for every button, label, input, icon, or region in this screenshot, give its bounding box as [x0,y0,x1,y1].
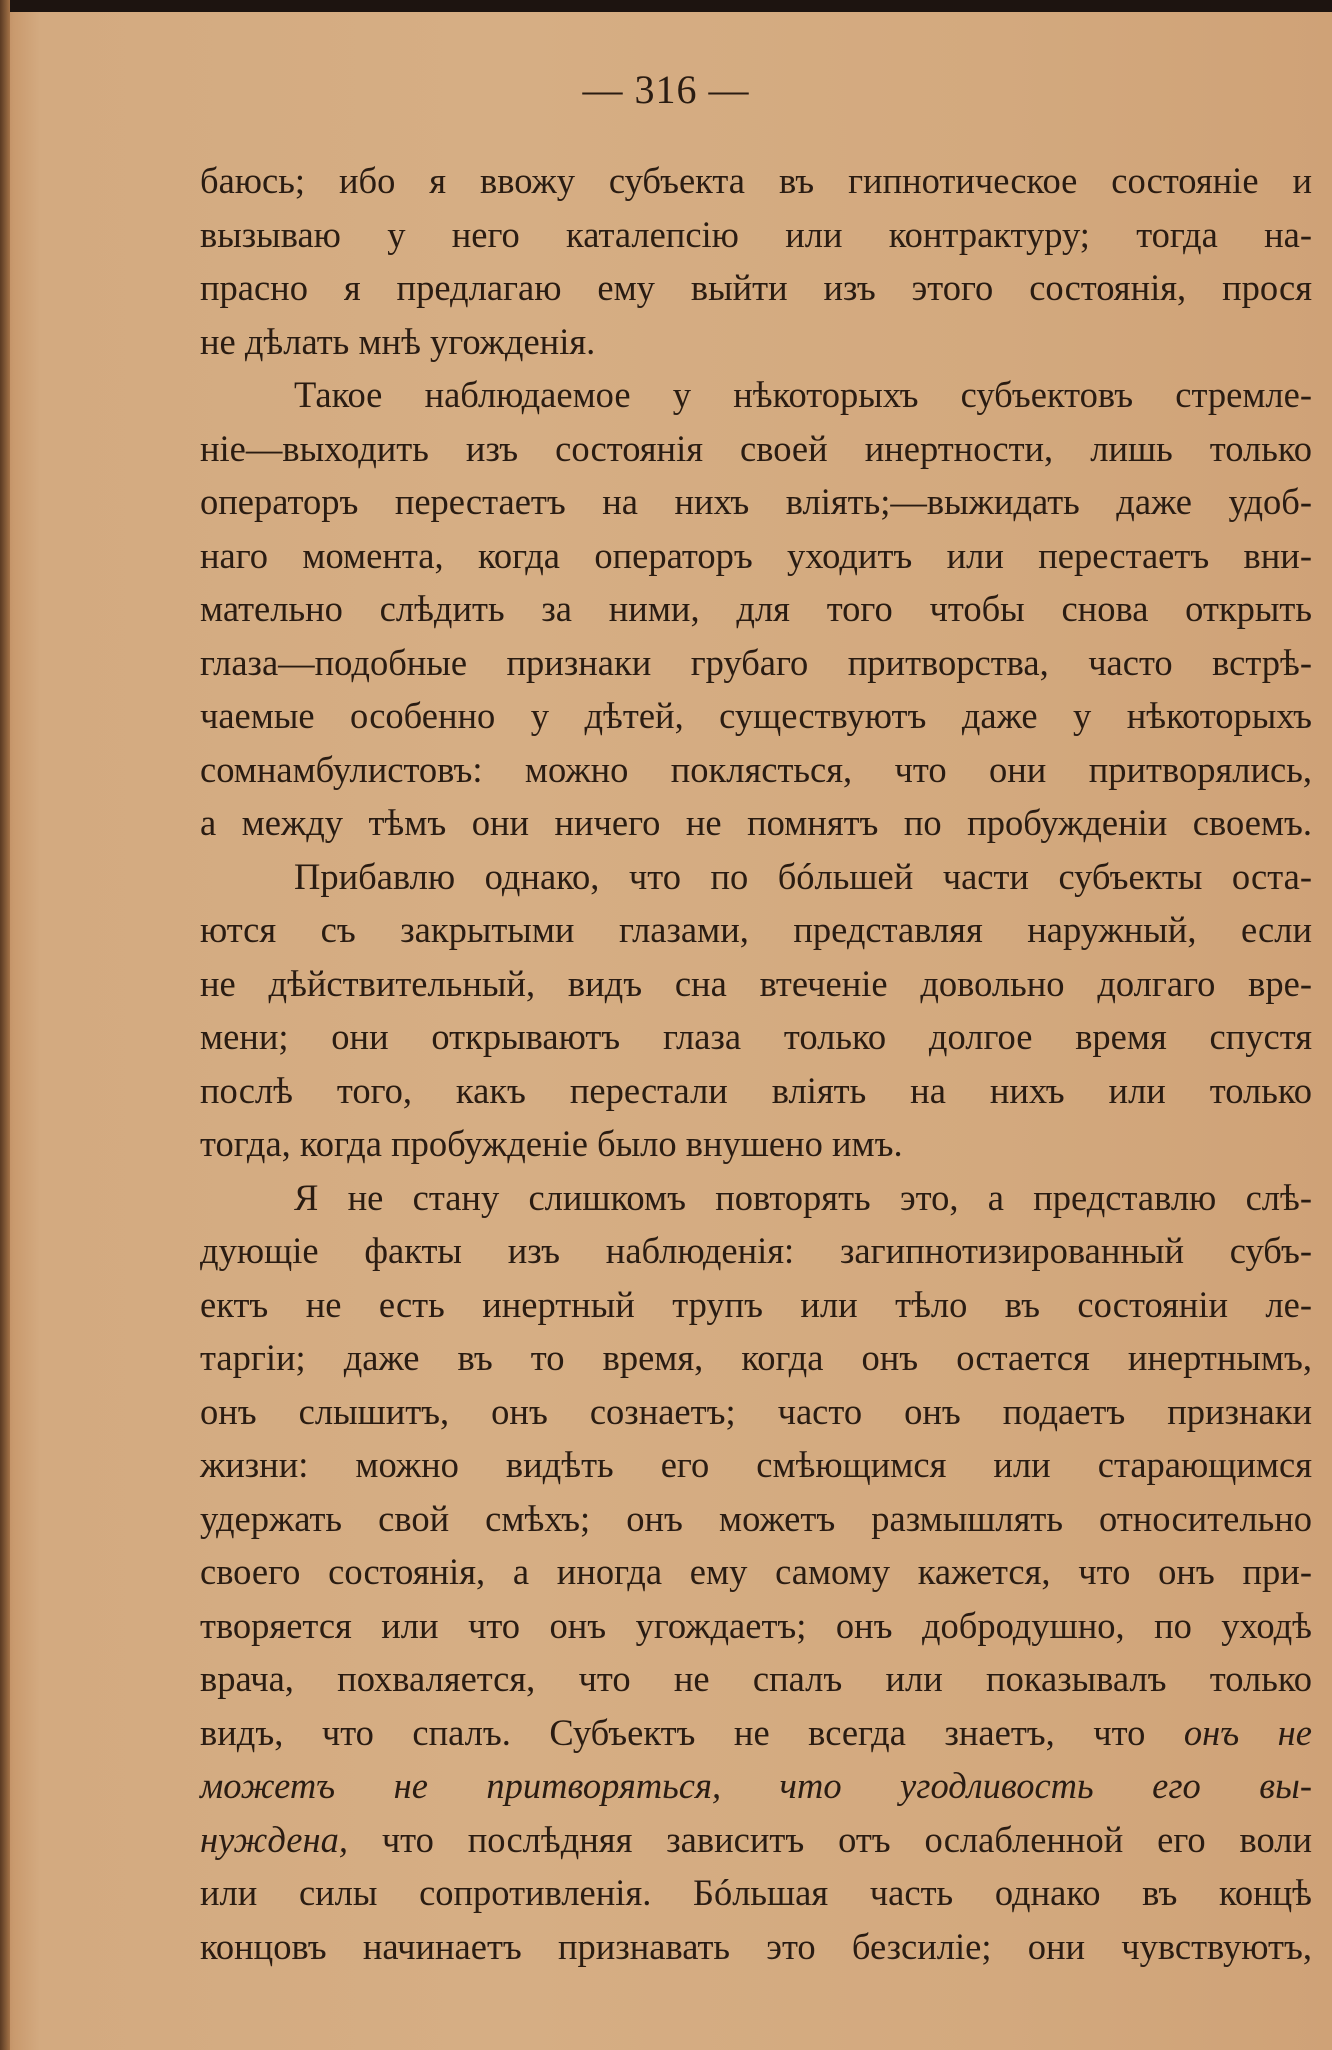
text-line: или силы сопротивленія. Бóльшая часть однако въ концѣ [200,1872,1312,1913]
italic-segment: нуждена, [200,1818,348,1860]
body-text [200,154,1312,1973]
text-line: послѣ того, какъ перестали влiять на нихъ или только [200,1069,1312,1111]
text-line: тогда, когда пробужденіе было внушено имъ. [200,1123,903,1164]
text-line: а между тѣмъ они ничего не помнятъ по пробужденіи своемъ. [200,802,1312,843]
text-segment: что послѣдняя зависитъ отъ ослабленной его воли [381,1818,1312,1860]
text-line: онъ слышитъ, онъ сознаетъ; часто онъ подаетъ признаки [200,1390,1312,1432]
text-line: прасно я предлагаю ему выйти изъ этого состоянія, прося [200,267,1312,308]
scan-top-edge [0,0,1332,12]
text-line: глаза—подобные признаки грубаго притворства, часто встрѣ- [200,641,1312,683]
text-line: наго момента, когда операторъ уходитъ или перестаетъ вни- [200,534,1312,576]
text-line: сомнамбулистовъ: можно поклясться, что они притворялись, [200,748,1312,790]
italic-segment: онъ не [1183,1711,1312,1753]
text-line: врача, похваляется, что не спалъ или показывалъ только [200,1658,1312,1699]
text-line: мени; они открываютъ глаза только долгое время спустя [200,1016,1312,1057]
text-line: концовъ начинаетъ признавать это безсиліе; они чувствуютъ, [200,1925,1312,1967]
text-line: Такое наблюдаемое у нѣкоторыхъ субъектовъ стремле- [294,374,1312,415]
text-line: ніе—выходить изъ состоянія своей инертности, лишь только [200,427,1312,469]
text-line: операторъ перестаетъ на нихъ влiять;—выжидать даже удоб- [200,481,1312,522]
book-spine-edge [0,0,10,2050]
text-segment: видъ, что спалъ. Субъектъ не всегда знаетъ, что [200,1711,1146,1753]
text-line: не дѣлать мнѣ угожденія. [200,320,596,362]
text-line: ются съ закрытыми глазами, представляя наружный, если [200,909,1312,950]
text-line: жизни: можно видѣть его смѣющимся или старающимся [200,1444,1312,1485]
text-line: вызываю у него каталепсію или контрактуру; тогда на- [200,213,1312,255]
text-line: дующіе факты изъ наблюденія: загипнотизированный субъ- [200,1230,1312,1271]
text-line: мательно слѣдить за ними, для того чтобы снова открыть [200,588,1312,629]
text-line: Прибавлю однако, что по бóльшей части субъекты оста- [294,855,1312,897]
text-line: ектъ не есть инертный трупъ или тѣло въ состояніи ле- [200,1283,1312,1325]
text-line: Я не стану слишкомъ повторять это, а представлю слѣ- [294,1176,1312,1218]
text-line: таргіи; даже въ то время, когда онъ остается инертнымъ, [200,1337,1312,1378]
text-line: удержать свой смѣхъ; онъ можетъ размышлять относительно [200,1497,1312,1539]
text-line-mixed [200,1706,1312,1760]
text-line-mixed [200,1813,1312,1867]
text-line: чаемые особенно у дѣтей, существуютъ даже у нѣкоторыхъ [200,695,1312,736]
text-line: баюсь; ибо я ввожу субъекта въ гипнотическое состояніе и [200,160,1312,201]
page-number: — 316 — [582,67,750,112]
text-line: не дѣйствительный, видъ сна втеченіе довольно долгаго вре- [200,962,1312,1004]
text-line: творяется или что онъ угождаетъ; онъ добродушно, по уходѣ [200,1604,1312,1646]
text-line: своего состоянія, а иногда ему самому кажется, что онъ при- [200,1551,1312,1592]
text-line-italic: можетъ не притворяться, что угодливость его вы- [200,1765,1312,1806]
